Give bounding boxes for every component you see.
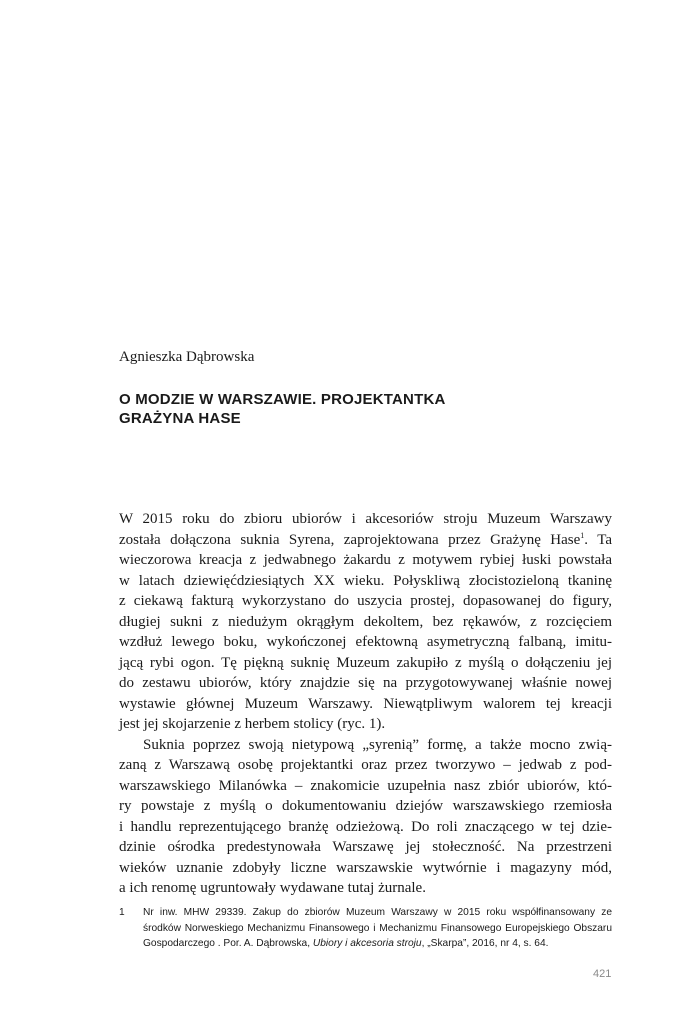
paragraph-1-line: w latach dziewięćdziesiątych XX wieku. Połyskliwą złocistozieloną tkaninę: [119, 572, 612, 589]
article-title: [119, 390, 599, 428]
footnote-line: [143, 936, 612, 952]
paragraph-1: [119, 509, 612, 735]
text-segment: , „Skarpa”, 2016, nr 4, s. 64.: [421, 938, 549, 949]
text-segment: Gospodarczego . Por. A. Dąbrowska,: [143, 938, 313, 949]
paragraph-1-line: długiej sukni z niedużym okrągłym dekoltem, bez rękawów, z rozcięciem: [119, 613, 612, 630]
article-body: [119, 509, 612, 899]
paragraph-1-line-with-footnote-ref: [119, 530, 612, 551]
paragraph-1-line: jącą rybi ogon. Tę piękną suknię Muzeum zakupiło z myślą o dołączeniu jej: [119, 654, 612, 671]
paragraph-2-line: zaną z Warszawą osobę projektantki oraz przez tworzywo – jedwab z pod-: [119, 757, 612, 773]
footnote-line: Nr inw. MHW 29339. Zakup do zbiorów Muzeum Warszawy w 2015 roku współfinansowany ze: [143, 907, 612, 918]
paragraph-2-line: ry powstaje z myślą o dokumentowaniu dziejów warszawskiego rzemiosła: [119, 798, 612, 814]
paragraph-2-line: warszawskiego Milanówka – znakomicie uzupełnia nasz zbiór ubiorów, któ-: [119, 777, 612, 794]
title-line-2: GRAŻYNA HASE: [119, 410, 241, 427]
footnote-text: [143, 905, 612, 952]
page-number: 421: [593, 968, 612, 980]
author-name: Agnieszka Dąbrowska: [119, 349, 255, 365]
title-line-1: O MODZIE W WARSZAWIE. PROJEKTANTKA: [119, 391, 446, 408]
footnote-line: środków Norweskiego Mechanizmu Finansowego i Mechanizmu Finansowego Europejskiego Obszaru: [143, 922, 612, 934]
paragraph-2-line: i handlu reprezentującego branżę odzieżową. Do roli znaczącego w tej dzie-: [119, 818, 612, 835]
paragraph-1-line: jest jej skojarzenie z herbem stolicy (ryc. 1).: [119, 716, 386, 732]
footnote-number: 1: [119, 907, 125, 918]
paragraph-1-line: wystawie głównej Muzeum Warszawy. Niewątpliwym walorem tej kreacji: [119, 695, 612, 712]
paragraph-1-line: wzdłuż lewego boku, wykończonej efektowną asymetryczną falbaną, imitu-: [119, 634, 612, 650]
paragraph-2-line: a ich renomę ugruntowały wydawane tutaj żurnale.: [119, 880, 426, 896]
paragraph-1-line: W 2015 roku do zbioru ubiorów i akcesoriów stroju Muzeum Warszawy: [119, 511, 612, 527]
paragraph-1-line: z ciekawą fakturą wykorzystano do uszycia prostej, dopasowanej do figury,: [119, 593, 612, 609]
paragraph-2-line: wieków uznanie zdobyły liczne warszawskie wytwórnie i magazyny mód,: [119, 859, 612, 876]
paragraph-1-line: wieczorowa kreacja z jedwabnego żakardu z motywem rybiej łuski powstała: [119, 552, 612, 568]
footnote-reference[interactable]: 1: [580, 530, 585, 540]
text-segment: . Ta: [584, 531, 612, 548]
paragraph-2-line: Suknia poprzez swoją nietypową „syrenią” formę, a także mocno zwią-: [143, 736, 612, 753]
text-segment: została dołączona suknia Syrena, zaprojektowana przez Grażynę Hase: [119, 531, 581, 548]
paragraph-2-line: dzinie ośrodka predestynowała Warszawę jej stołeczność. Na przestrzeni: [119, 839, 612, 855]
paragraph-2: [119, 735, 612, 899]
cited-title: Ubiory i akcesoria stroju: [312, 938, 422, 949]
paragraph-1-line: do zestawu ubiorów, który znajdzie się na przygotowywanej właśnie nowej: [119, 675, 612, 691]
